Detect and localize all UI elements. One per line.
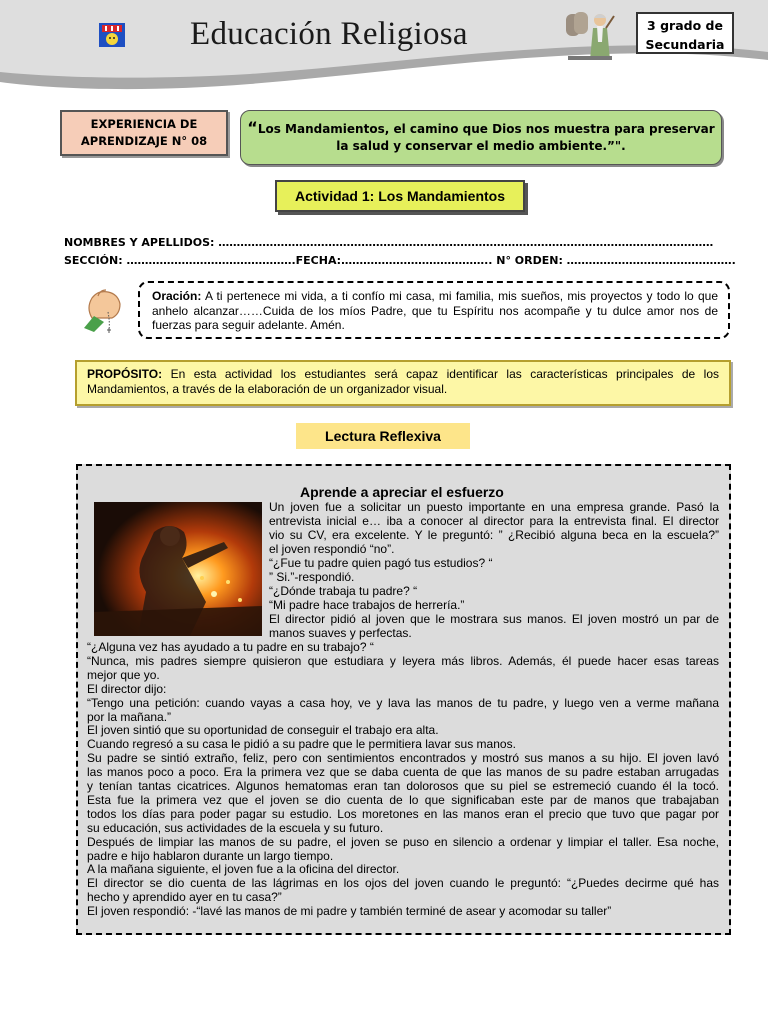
purpose-text: En esta actividad los estudiantes será capaz identificar las características principales de los Mandamientos, a través de la elaboración de un organizador visual. <box>87 367 719 396</box>
reading-line: vio su CV, era excelente. Y le preguntó: ” ¿Recibió alguna beca en la escuela?” <box>269 528 719 542</box>
experience-line-2: APRENDIZAJE N° 08 <box>80 134 208 148</box>
experience-box <box>60 110 228 156</box>
reading-line: manos suaves y perfectas. <box>269 626 412 640</box>
grade-line-2: Secundaria <box>645 37 725 52</box>
reading-line: Esta fue la primera vez que el joven se dio cuenta de lo que significaban este par de manos que trabajaban <box>87 792 719 807</box>
blacksmith-image <box>94 502 262 636</box>
reading-line: las manos poco a poco. Era la primera vez que se daba cuenta de que las manos de su padre estaban arrugadas <box>87 765 719 780</box>
purpose-label: PROPÓSITO: <box>87 367 163 381</box>
reading-line: el joven respondió “no”. <box>269 542 395 556</box>
reading-line: El joven sintió que su oportunidad de conseguir el trabajo era alta. <box>87 723 439 738</box>
quote-text: Los Mandamientos, el camino que Dios nos muestra para preservar la salud y conservar el medio ambiente.”". <box>257 122 715 153</box>
reading-line: “Nunca, mis padres siempre quisieron que estudiara y leyera más libros. Además, él puede hacer esas tareas <box>87 653 719 668</box>
purpose-box <box>75 360 731 406</box>
reading-line: hecho y aprendido ayer en tu casa?” <box>87 890 282 905</box>
reading-line: su educación, sus actividades de la escuela y su futuro. <box>87 820 384 835</box>
praying-hand-icon <box>78 282 126 334</box>
reading-line: padre e hijo hablaron durante un largo tiempo. <box>87 848 334 863</box>
prayer-label: Oración: <box>152 289 202 303</box>
reading-line: Un joven fue a solicitar un puesto importante en una empresa grande. Pasó la <box>269 500 719 514</box>
reading-line: El director pidió al joven que le mostrara sus manos. El joven mostró un par de <box>269 612 719 626</box>
reading-line: ” Si.”-respondió. <box>269 570 355 584</box>
reading-line: El director dijo: <box>87 681 167 696</box>
reading-line: “¿Fue tu padre quien pagó tus estudios? “ <box>269 556 493 570</box>
reading-line: Cuando regresó a su casa le pidió a su padre que le permitiera lavar sus manos. <box>87 737 516 752</box>
quote-open-mark: “ <box>247 118 258 137</box>
reading-line: Su padre se sintió extraño, feliz, pero con sentimientos encontrados y mostró sus manos a su hijo. El joven lavó <box>87 751 719 766</box>
reading-line: entrevista inicial e… iba a conocer al director para la entrevista final. El director <box>269 514 719 528</box>
reading-label: Lectura Reflexiva <box>296 423 470 449</box>
reading-line: El joven respondió: -“lavé las manos de mi padre y también terminé de asear y acomodar su taller” <box>87 904 612 919</box>
grade-line-1: 3 grado de <box>647 18 723 33</box>
prayer-box <box>138 281 730 339</box>
reading-line: “¿Dónde trabaja tu padre? “ <box>269 584 418 598</box>
reading-line: “Mi padre hace trabajos de herrería.” <box>269 598 465 612</box>
reading-line: y tenían tantas cicatrices. Algunos hematomas eran tan dolorosos que su piel se estremeció cuando él la tocó. <box>87 779 719 793</box>
school-logo-icon <box>98 22 126 48</box>
reading-line: El director se dio cuenta de las lágrimas en los ojos del joven cuando le preguntó: “¿Puedes decirme qué has <box>87 876 719 891</box>
activity-title: Actividad 1: Los Mandamientos <box>275 180 525 212</box>
page-title: Educación Religiosa <box>190 16 468 52</box>
prayer-text: A ti pertenece mi vida, a ti confío mi casa, mi familia, mis sueños, mis proyectos y todo lo que anhelo alcanzar……Cuida de los míos Padre, que tu Espíritu nos acompañe y tu dulce amor nos de fuerzas para seguir adelante. Amén. <box>152 289 718 332</box>
reading-line: Después de limpiar las manos de su padre, el joven se puso en silencio a ordenar y limpiar el taller. Esa noche, <box>87 834 719 849</box>
section-date-order-field[interactable]: SECCIÓN: ……………………………………….FECHA:………………………………….. N° ORDEN: ………………………………………. <box>64 254 736 267</box>
experience-line-1: EXPERIENCIA DE <box>90 117 198 131</box>
quote-box <box>240 110 722 165</box>
moses-tablets-icon <box>564 8 616 62</box>
reading-line: “Tengo una petición: cuando vayas a casa hoy, ve y lava las manos de tu padre, y luego ven a verme mañana <box>87 695 719 710</box>
reading-line: “¿Alguna vez has ayudado a tu padre en su trabajo? “ <box>87 640 374 654</box>
reading-line: por la mañana.” <box>87 709 172 724</box>
names-field[interactable]: NOMBRES Y APELLIDOS: ……………………………………………………………………………………………………………………… <box>64 236 714 249</box>
grade-box <box>636 12 734 54</box>
reading-line: A la mañana siguiente, el joven fue a la oficina del director. <box>87 862 400 877</box>
reading-line: todos los días para poder pagar su estudio. Los moretones en las manos eran el precio que tuvo que pagar por <box>87 806 719 821</box>
reading-line: mejor que yo. <box>87 667 160 682</box>
reading-title: Aprende a apreciar el esfuerzo <box>300 484 504 500</box>
